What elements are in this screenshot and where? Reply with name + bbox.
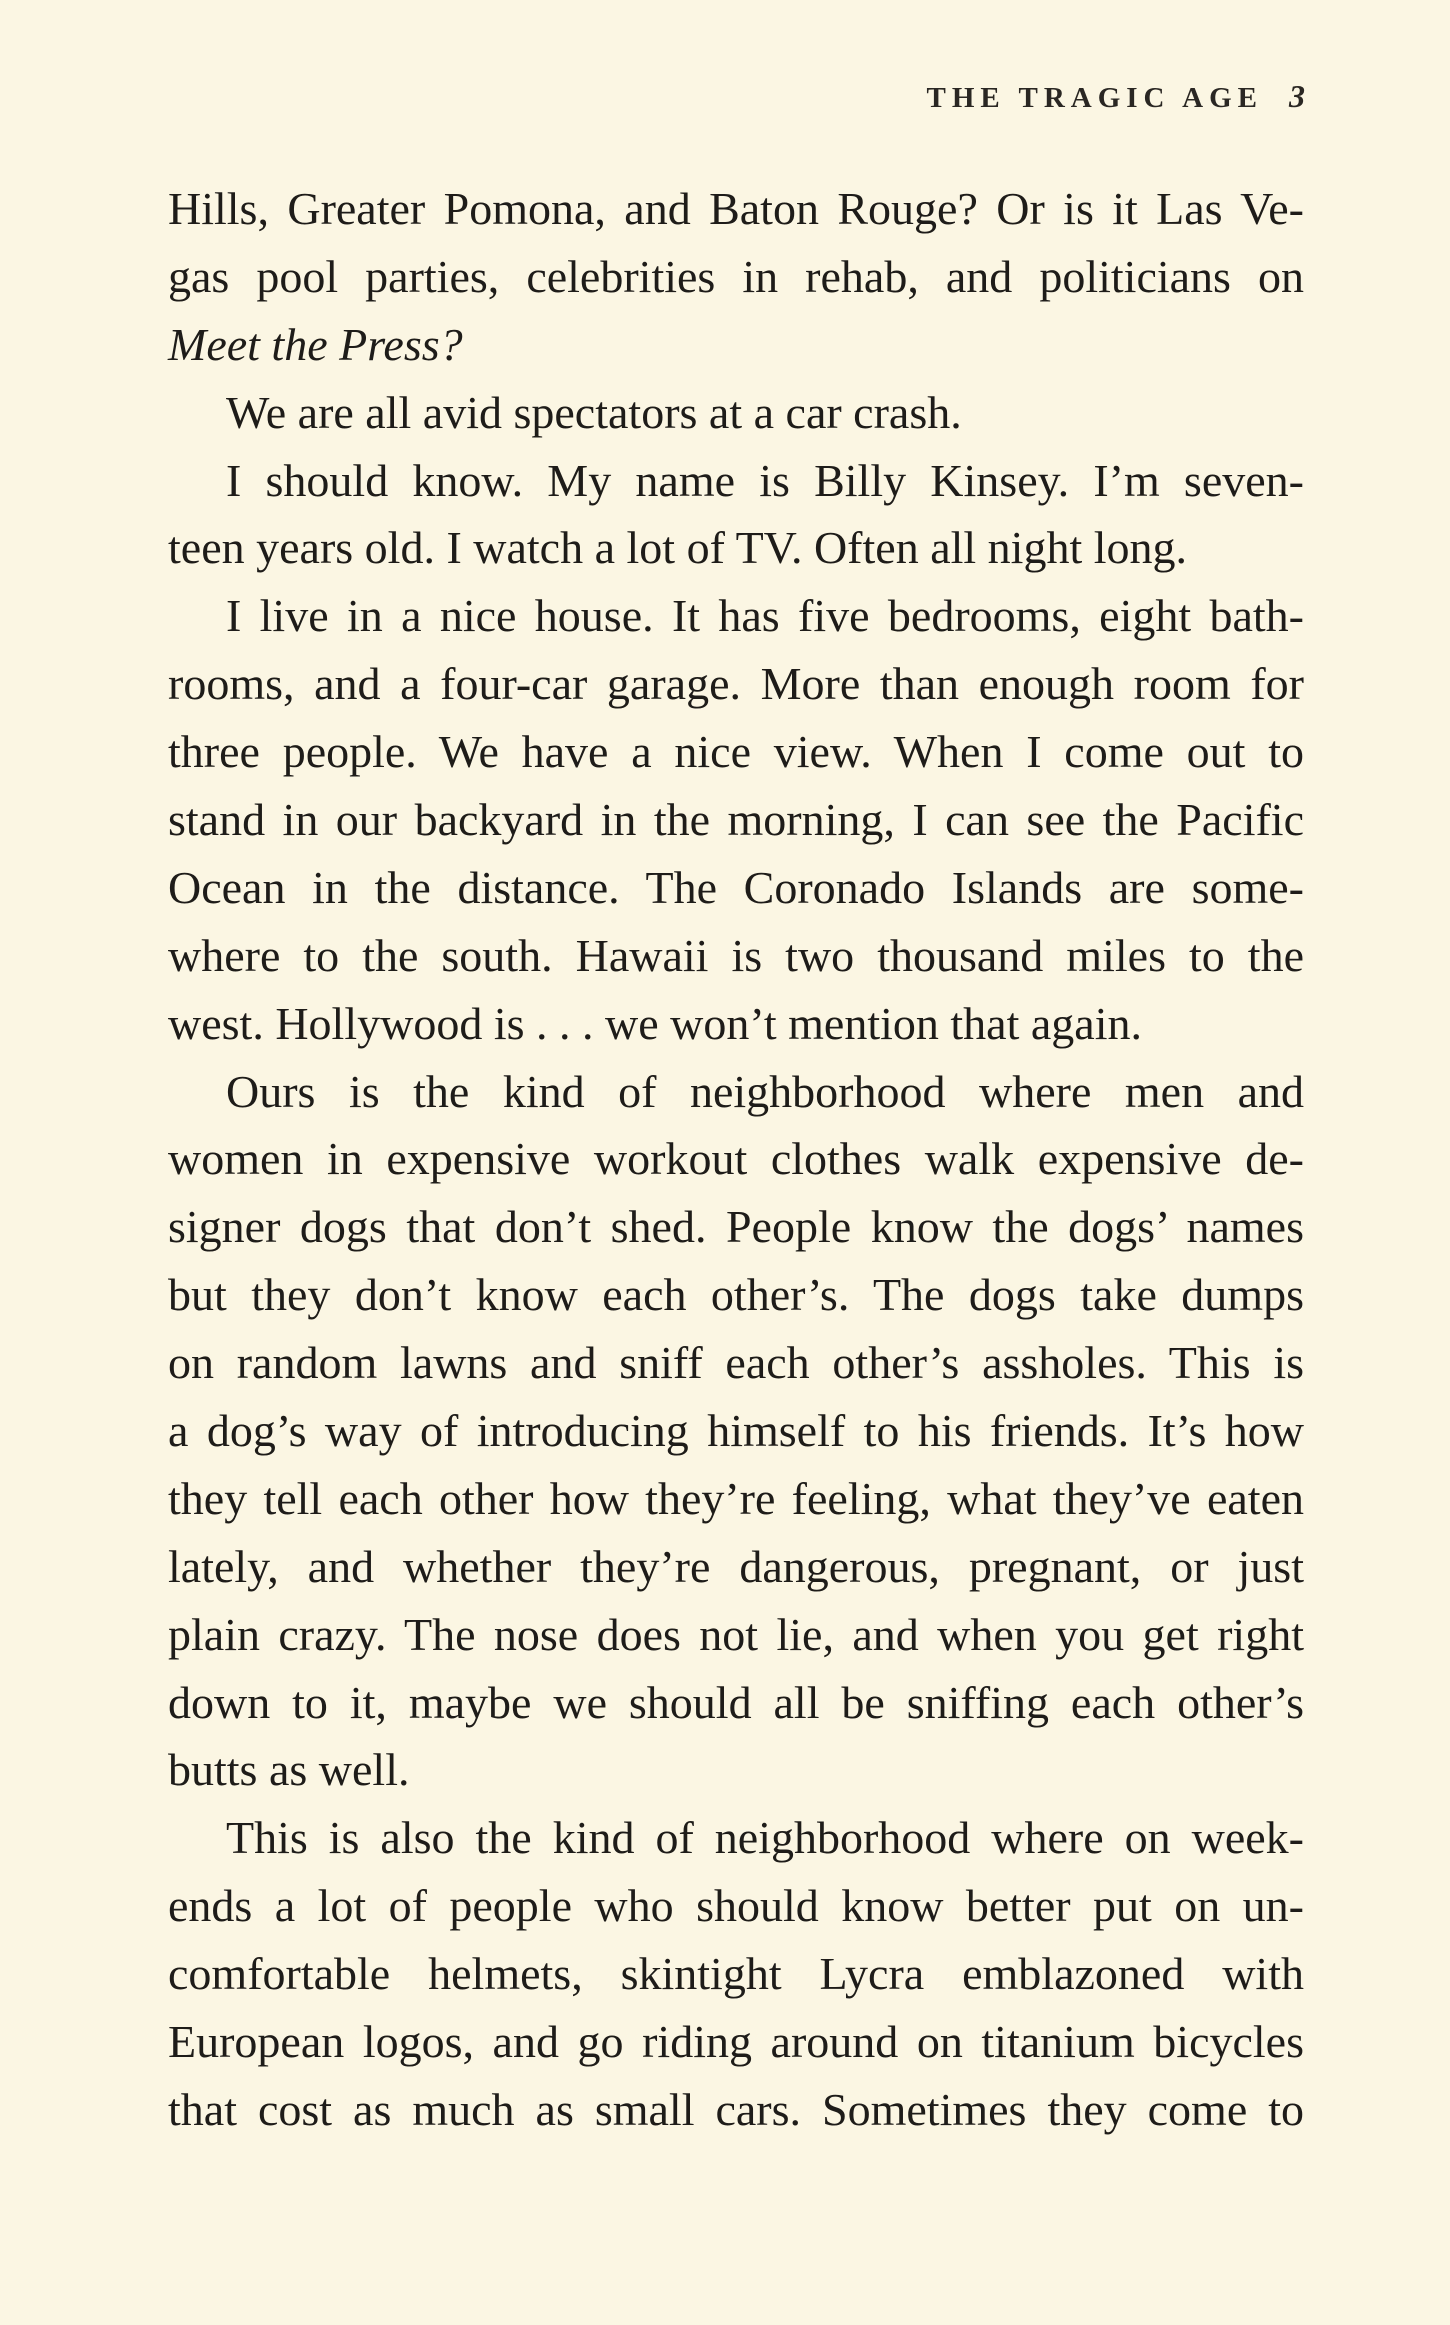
text-line: west. Hollywood is . . . we won’t mention that again. (168, 997, 1142, 1049)
italic-title: Meet the Press? (168, 318, 463, 370)
text-line: plain crazy. The nose does not lie, and when you get right (168, 1608, 1304, 1660)
text-line: This is also the kind of neighborhood where on week- (226, 1812, 1304, 1864)
text-line: they tell each other how they’re feeling, what they’ve eaten (168, 1472, 1304, 1524)
text-line: signer dogs that don’t shed. People know the dogs’ names (168, 1201, 1304, 1253)
text-line: that cost as much as small cars. Sometimes they come to (168, 2083, 1304, 2135)
text-line: I should know. My name is Billy Kinsey. I’m seven- (226, 454, 1304, 506)
text-line: on random lawns and sniff each other’s assholes. This is (168, 1337, 1304, 1389)
page-number: 3 (1289, 78, 1305, 114)
text-line: rooms, and a four-car garage. More than enough room for (168, 658, 1304, 710)
text-line: European logos, and go riding around on titanium bicycles (168, 2016, 1304, 2068)
text-line: but they don’t know each other’s. The dogs take dumps (168, 1269, 1304, 1321)
text-line: gas pool parties, celebrities in rehab, and politicians on (168, 250, 1304, 302)
text-line: Hills, Greater Pomona, and Baton Rouge? Or is it Las Ve- (168, 183, 1304, 234)
text-line: where to the south. Hawaii is two thousand miles to the (168, 929, 1304, 981)
text-line: I live in a nice house. It has five bedrooms, eight bath- (226, 590, 1304, 642)
text-line: women in expensive workout clothes walk expensive de- (168, 1133, 1304, 1185)
text-line: We are all avid spectators at a car crash. (226, 386, 962, 438)
text-line: comfortable helmets, skintight Lycra emblazoned with (168, 1948, 1304, 2000)
text-line: down to it, maybe we should all be sniffing each other’s (168, 1676, 1304, 1728)
text-line: lately, and whether they’re dangerous, pregnant, or just (168, 1540, 1304, 1592)
text-line: Ocean in the distance. The Coronado Islands are some- (168, 861, 1304, 913)
text-line: stand in our backyard in the morning, I can see the Pacific (168, 794, 1304, 846)
body-text (168, 175, 1304, 2144)
running-head (927, 78, 1305, 115)
running-head-title: THE TRAGIC AGE (926, 82, 1263, 114)
text-line: ends a lot of people who should know better put on un- (168, 1880, 1304, 1932)
text-line (168, 311, 1304, 379)
text-line: Ours is the kind of neighborhood where men and (226, 1065, 1304, 1117)
text-line: butts as well. (168, 1744, 410, 1796)
text-line: teen years old. I watch a lot of TV. Often all night long. (168, 522, 1188, 574)
text-line: a dog’s way of introducing himself to his friends. It’s how (168, 1405, 1304, 1457)
text-line: three people. We have a nice view. When I come out to (168, 726, 1304, 778)
